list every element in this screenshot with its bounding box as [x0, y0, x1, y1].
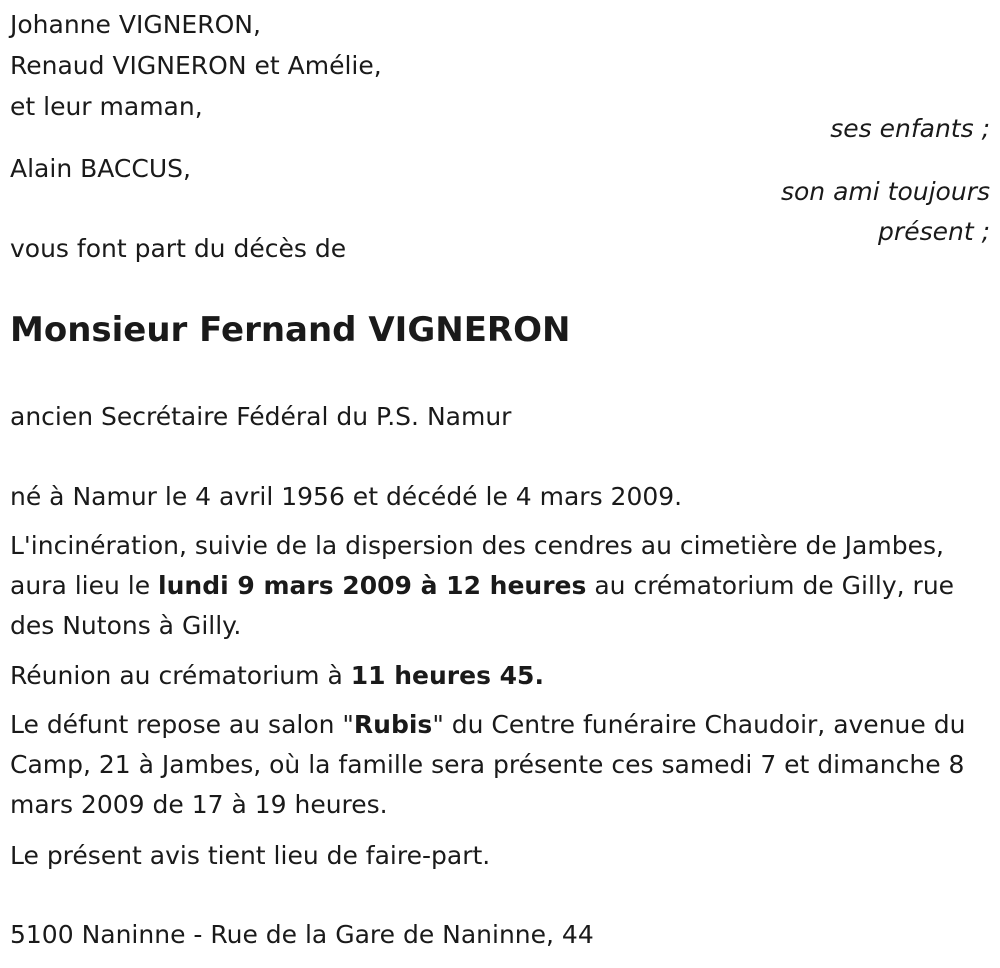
ceremony-text-before: L'incinération, suivie de la dispersion des cendres au cimetière de Jambes, aura lieu le — [10, 531, 944, 600]
deceased-function: ancien Secrétaire Fédéral du P.S. Namur — [10, 402, 512, 431]
address-text: 5100 Naninne - Rue de la Gare de Naninne, 44 — [10, 920, 594, 949]
ceremony-paragraph — [10, 526, 990, 646]
friend-role-line-1: son ami toujours — [780, 177, 990, 206]
meeting-text: Réunion au crématorium à — [10, 661, 351, 690]
family-role: ses enfants ; — [830, 114, 990, 143]
deceased-name: Monsieur Fernand VIGNERON — [10, 310, 571, 350]
family-line-1: Johanne VIGNERON, — [10, 10, 261, 39]
meeting-time: 11 heures 45. — [350, 661, 544, 690]
notice-text: Le présent avis tient lieu de faire-part. — [10, 841, 491, 870]
viewing-paragraph — [10, 705, 990, 825]
meeting-paragraph — [10, 656, 990, 696]
friend-role-line-2: présent ; — [878, 217, 990, 246]
ceremony-text-after: au crématorium de Gilly, rue des Nutons à Gilly. — [10, 571, 955, 640]
family-line-3: et leur maman, — [10, 92, 203, 121]
viewing-salon: Rubis — [353, 710, 433, 739]
deceased-dates: né à Namur le 4 avril 1956 et décédé le 4 mars 2009. — [10, 482, 683, 511]
viewing-text-after: " du Centre funéraire Chaudoir, avenue du Camp, 21 à Jambes, où la famille sera présente ces samedi 7 et dimanche 8 mars 2009 de 17 à 19 heures. — [10, 710, 966, 819]
family-line-2: Renaud VIGNERON et Amélie, — [10, 51, 382, 80]
friend-name: Alain BACCUS, — [10, 154, 191, 183]
announce-text: vous font part du décès de — [10, 234, 347, 263]
viewing-text-before: Le défunt repose au salon " — [10, 710, 354, 739]
ceremony-datetime: lundi 9 mars 2009 à 12 heures — [158, 571, 587, 600]
